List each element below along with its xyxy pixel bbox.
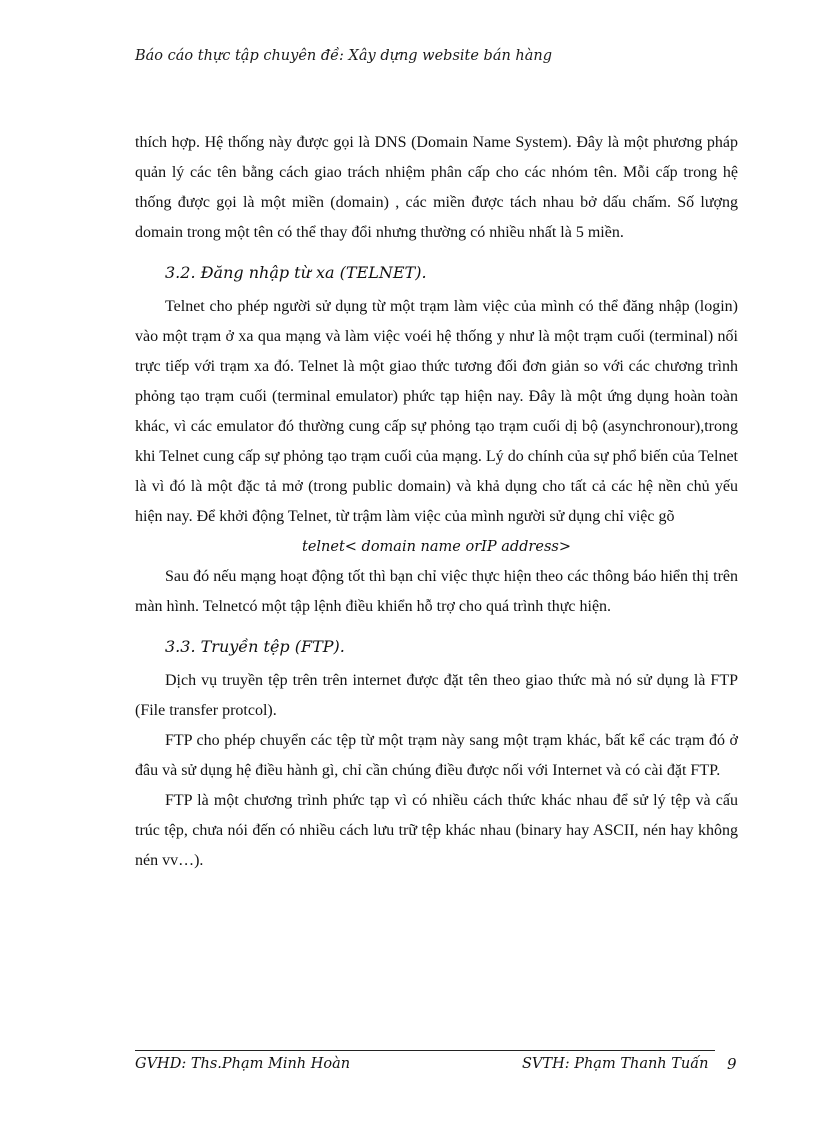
footer-advisor: GVHD: Ths.Phạm Minh Hoàn: [135, 1056, 351, 1072]
page-number: 9: [727, 1055, 737, 1073]
paragraph-ftp-3: FTP là một chương trình phức tạp vì có nhiều cách thức khác nhau để sử lý tệp và cấu trúc tệp, chưa nói đến có nhiều cách lưu trữ tệp khác nhau (binary hay ASCII, nén hay không nén vv…).: [135, 792, 738, 869]
paragraph-ftp-1: Dịch vụ truyền tệp trên trên internet được đặt tên theo giao thức mà nó sử dụng là FTP (File transfer protcol).: [135, 672, 738, 719]
paragraph-telnet-2: Sau đó nếu mạng hoạt động tốt thì bạn chỉ việc thực hiện theo các thông báo hiển thị trên màn hình. Telnetcó một tập lệnh điều khiển hỗ trợ cho quá trình thực hiện.: [135, 568, 738, 615]
footer-divider: [135, 1050, 715, 1051]
paragraph-ftp-2: FTP cho phép chuyển các tệp từ một trạm này sang một trạm khác, bất kể các trạm đó ở đâu và sử dụng hệ điều hành gì, chỉ cần chúng điều được nối với Internet và có cài đặt FTP.: [135, 732, 738, 779]
telnet-command: telnet< domain name orIP address>: [302, 539, 571, 555]
paragraph-dns-intro: thích hợp. Hệ thống này được gọi là DNS (Domain Name System). Đây là một phương pháp quản lý các tên bằng cách giao trách nhiệm phân cấp cho các nhóm tên. Mỗi cấp trong hệ thống được gọi là một miền (domain) , các miền được tách nhau bở dấu chấm. Số lượng domain trong một tên có thể thay đổi nhưng thường có nhiều nhất là 5 miền.: [135, 134, 738, 241]
running-header: Báo cáo thực tập chuyên đề: Xây dựng website bán hàng: [135, 48, 553, 64]
section-heading-ftp: 3.3. Truyền tệp (FTP).: [165, 637, 345, 656]
paragraph-telnet-1: Telnet cho phép người sử dụng từ một trạm làm việc của mình có thể đăng nhập (login) vào một trạm ở xa qua mạng và làm việc voéi hệ thống y như là một trạm cuối (terminal) nối trực tiếp với trạm xa đó. Telnet là một giao thức tương đối đơn giản so với các chương trình phỏng tạo trạm cuối (terminal emulator) phức tạp hiện nay. Đây là một ứng dụng hoàn toàn khác, vì các emulator đó thường cung cấp sự phỏng tạo trạm cuối dị bộ (asynchronour),trong khi Telnet cung cấp sự phỏng tạo trạm cuối của mạng. Lý do chính của sự phổ biến của Telnet là vì đó là một đặc tả mở (trong public domain) và khả dụng cho tất cả các hệ nền chủ yếu hiện nay. Để khởi động Telnet, từ trậm làm việc của mình người sử dụng chỉ việc gõ: [135, 298, 738, 525]
document-body: [135, 128, 738, 876]
footer-student: SVTH: Phạm Thanh Tuấn: [522, 1056, 709, 1072]
section-heading-telnet: 3.2. Đăng nhập từ xa (TELNET).: [165, 263, 427, 282]
